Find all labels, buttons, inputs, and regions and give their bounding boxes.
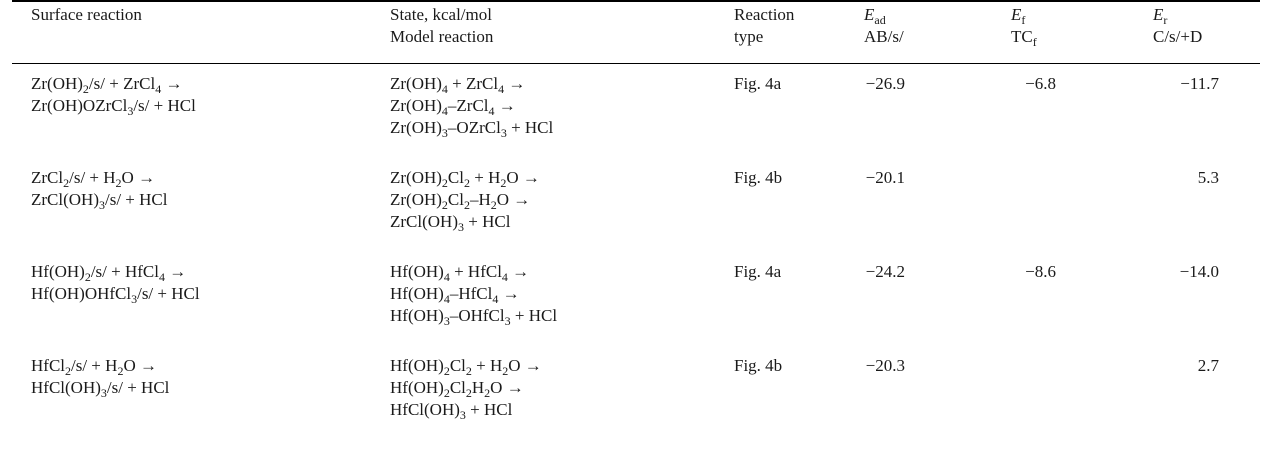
header-surface-reaction: Surface reaction	[31, 5, 142, 24]
row-3-model-reaction	[390, 261, 557, 327]
formula-line: $ZrCl(OH)_3/s/$ + HCl	[31, 190, 168, 212]
formula-line: Hf(OH)OHfCl$_3$/s/ + HCl	[31, 284, 200, 306]
header-e-ad: $E_{ad}$ AB/s/	[864, 5, 904, 46]
formula-line: $Hf(OH)_2Cl_2 + H_2O$ →	[390, 356, 542, 378]
formula-line: HfCl$_2$/s/ + $H_2O$ →	[31, 356, 157, 378]
formula-line: $ZrCl(OH)_3$ + HCl	[390, 212, 511, 234]
row-2-reaction-type: Fig. 4b	[734, 168, 783, 187]
row-2-e-r: 5.3	[1197, 168, 1219, 187]
row-3-reaction-type: Fig. 4a	[734, 262, 782, 281]
row-3-e-ad: −24.2	[865, 262, 905, 281]
row-1-model-reaction	[390, 73, 553, 139]
row-4-model-reaction	[390, 355, 542, 421]
formula-line: Zr(OH)OZrCl$_3$/s/ + HCl	[31, 96, 196, 118]
table-top-rule	[12, 0, 1260, 2]
formula-line: $Zr(OH)_2/s/$ + ZrCl$_4$ →	[31, 74, 183, 96]
header-reaction-type: Reaction type	[734, 5, 795, 46]
row-4-e-ad: −20.3	[865, 356, 905, 375]
header-divider-rule	[12, 63, 1260, 64]
row-1-e-f: −6.8	[1025, 74, 1056, 93]
row-1-surface-reaction	[31, 73, 196, 117]
formula-line: $Hf(OH)_3-OHfCl_3$ + HCl	[390, 306, 558, 328]
row-4-surface-reaction	[31, 355, 169, 399]
formula-line: $Hf(OH)_4$ + HfCl$_4$ →	[390, 262, 530, 284]
row-3-surface-reaction	[31, 261, 200, 305]
header-e-f: $E_f$ $TC_f$	[1011, 5, 1037, 49]
row-2-surface-reaction	[31, 167, 167, 211]
row-4-reaction-type: Fig. 4b	[734, 356, 783, 375]
formula-line: $Hf(OH)_2/s/$ + HfCl$_4$ →	[31, 262, 187, 284]
row-3-e-r: −14.0	[1179, 262, 1219, 281]
formula-line: $Hf(OH)_4-HfCl_4$ →	[390, 284, 520, 306]
formula-line: $Zr(OH)_3-OZrCl_3$ + HCl	[390, 118, 554, 140]
formula-line: $Hf(OH)_2Cl_2H_2O$ →	[390, 378, 524, 400]
header-state-model: State, kcal/mol Model reaction	[390, 5, 494, 46]
formula-line: $Zr(OH)_4$ + ZrCl$_4$ →	[390, 74, 526, 96]
row-2-model-reaction	[390, 167, 540, 233]
formula-line: $Zr(OH)_4-ZrCl_4$ →	[390, 96, 516, 118]
row-1-e-r: −11.7	[1180, 74, 1219, 93]
row-3-e-f: −8.6	[1025, 262, 1056, 281]
header-e-r: $E_r$ C/s/+D	[1153, 5, 1203, 46]
formula-line: $HfCl(OH)_3/s/$ + HCl	[31, 378, 170, 400]
row-4-e-r: 2.7	[1197, 356, 1219, 375]
row-2-e-ad: −20.1	[865, 168, 905, 187]
formula-line: ZrCl$_2$/s/ + $H_2O$ →	[31, 168, 156, 190]
formula-line: $HfCl(OH)_3$ + HCl	[390, 400, 513, 422]
formula-line: $Zr(OH)_2Cl_2 + H_2O$ →	[390, 168, 540, 190]
row-1-e-ad: −26.9	[865, 74, 905, 93]
row-1-reaction-type: Fig. 4a	[734, 74, 782, 93]
formula-line: $Zr(OH)_2Cl_2-H_2O$ →	[390, 190, 531, 212]
